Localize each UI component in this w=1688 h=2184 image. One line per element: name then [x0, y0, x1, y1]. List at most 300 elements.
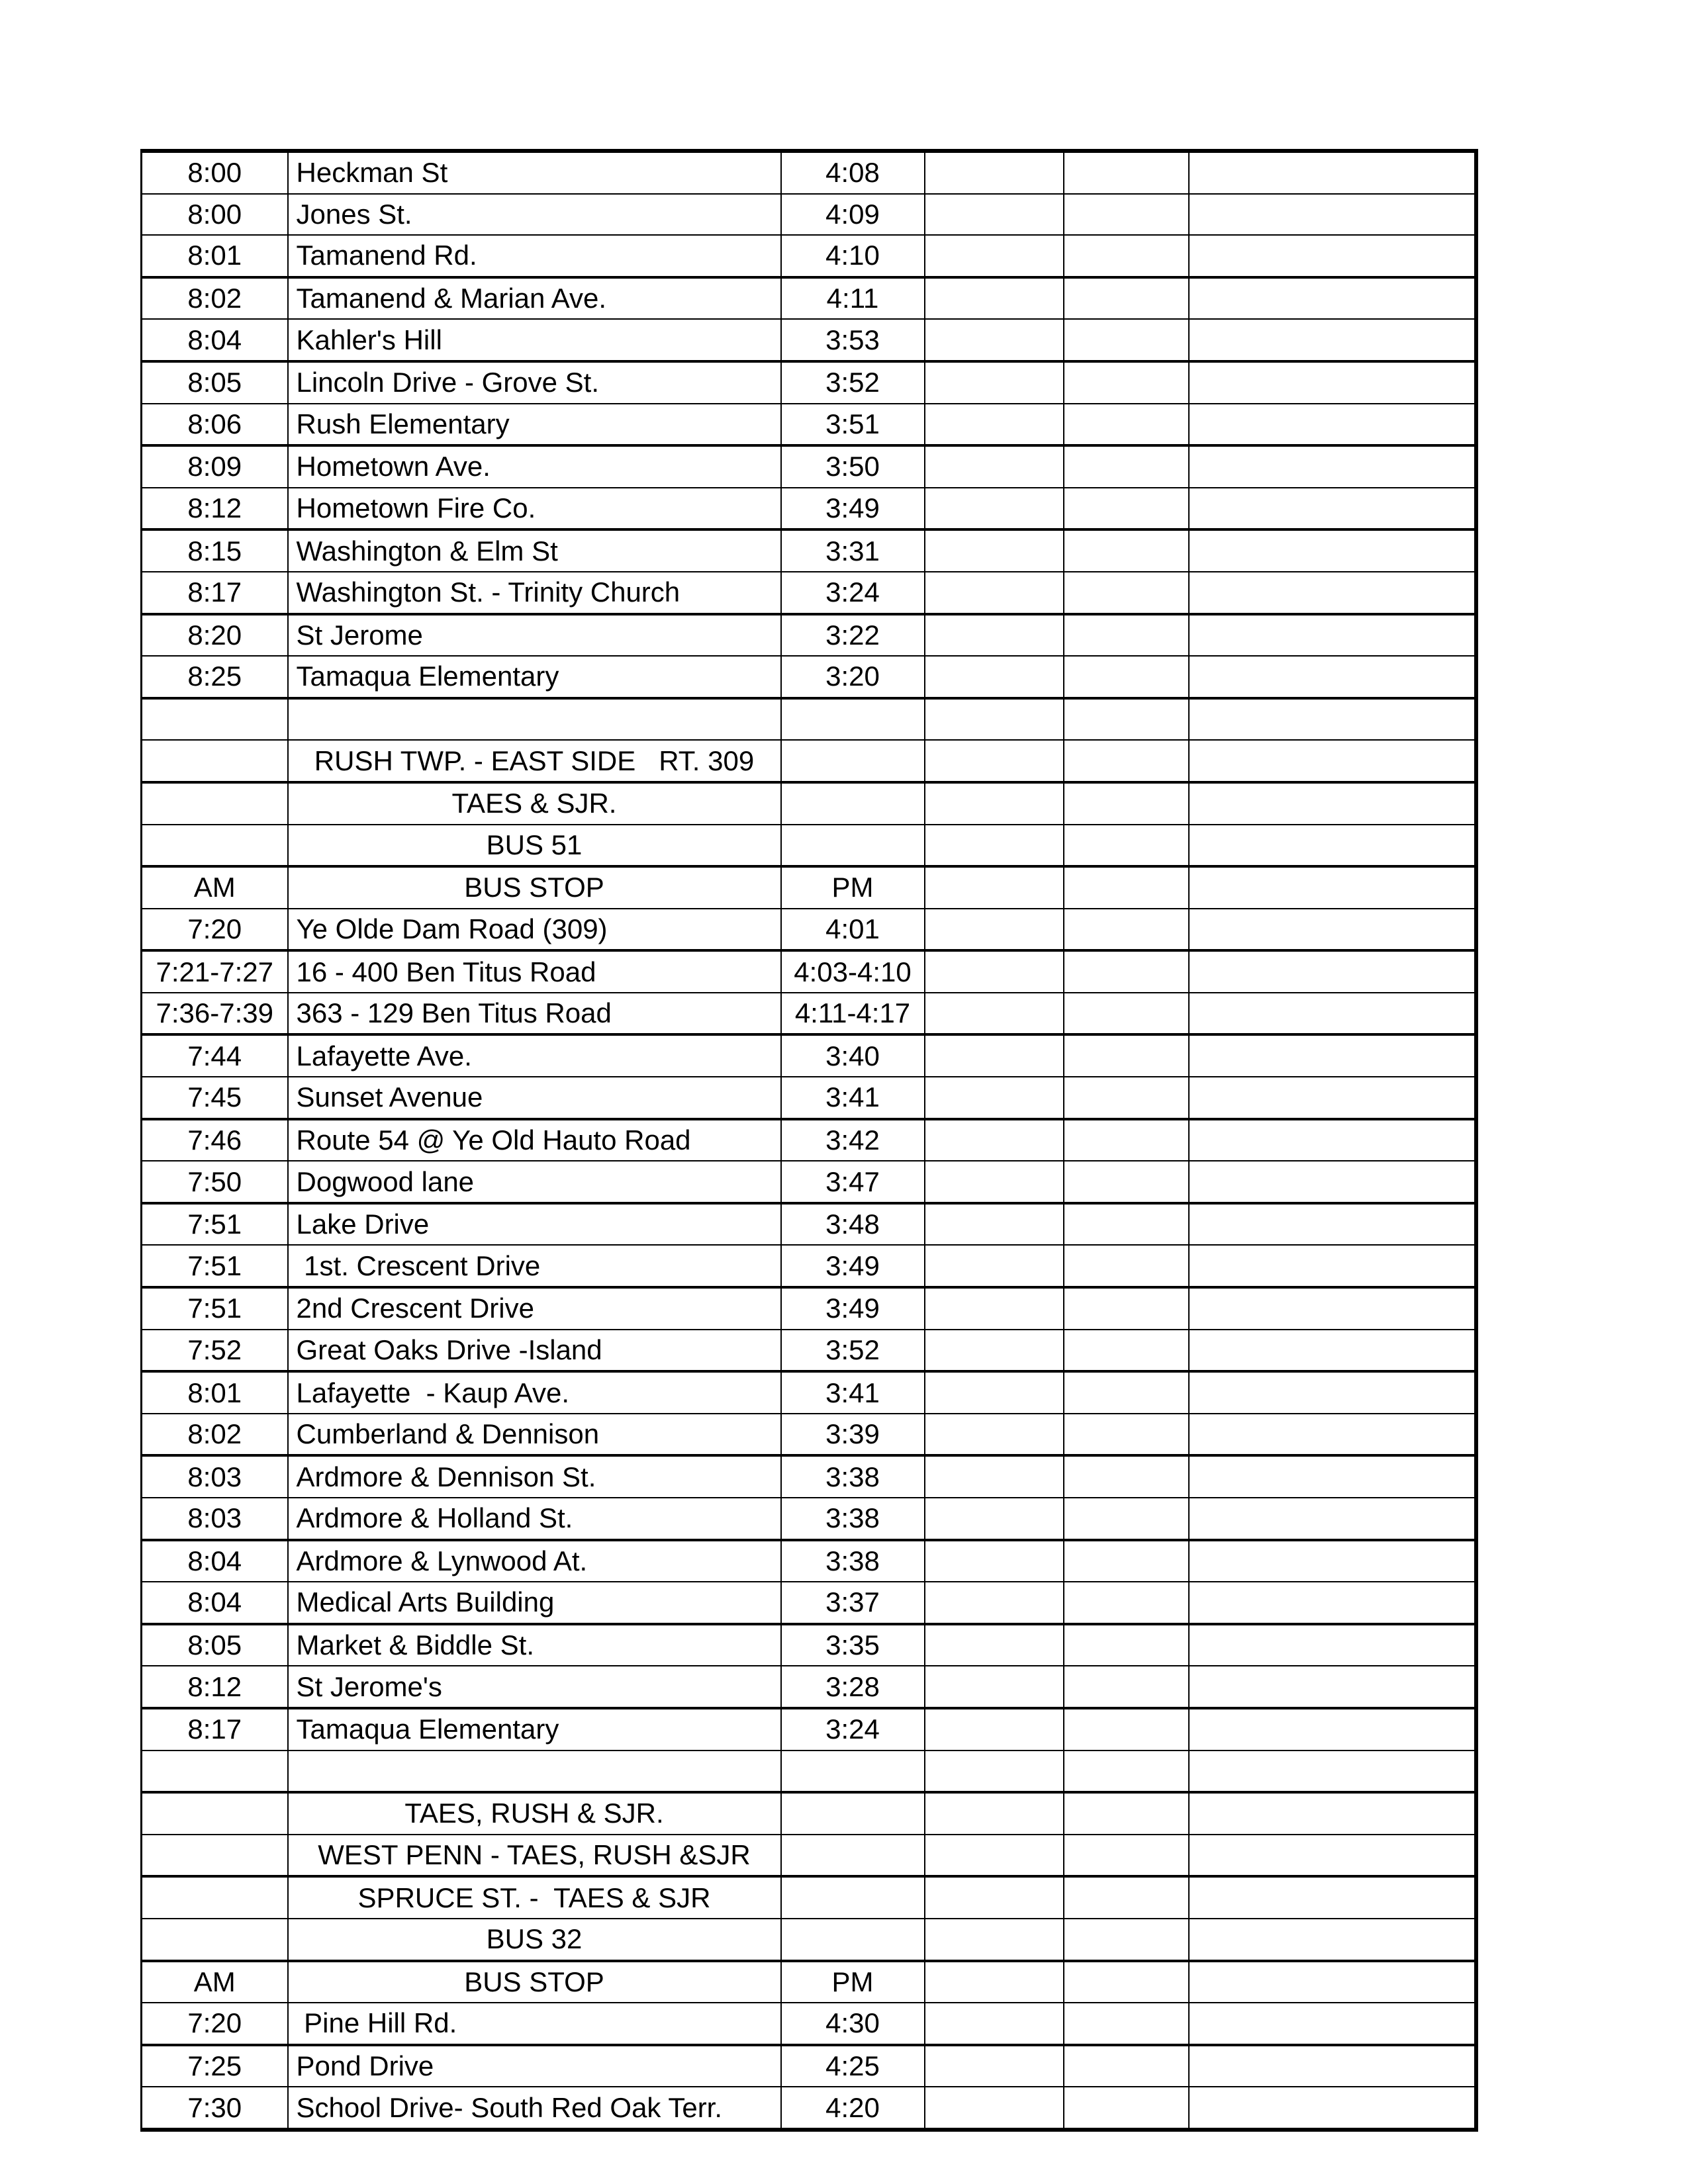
am-time-cell: 8:03: [142, 1455, 288, 1498]
stop-row: [142, 529, 1476, 572]
pm-column-header: PM: [781, 1961, 925, 2003]
empty-cell: [1189, 277, 1476, 320]
pm-time-cell: 3:37: [781, 1582, 925, 1624]
am-time-cell: 7:51: [142, 1245, 288, 1287]
empty-cell: [1189, 1876, 1476, 1919]
title-row: [142, 782, 1476, 825]
empty-cell: [1189, 950, 1476, 993]
empty-cell: [925, 1708, 1064, 1751]
stop-row: [142, 361, 1476, 404]
empty-cell: [925, 2087, 1064, 2130]
empty-cell: [1064, 194, 1189, 236]
empty-cell: [925, 1455, 1064, 1498]
bus-stop-cell: Hometown Fire Co.: [288, 488, 781, 530]
am-time-cell: 8:05: [142, 1624, 288, 1666]
empty-cell: [1064, 740, 1189, 782]
empty-cell: [781, 1751, 925, 1793]
empty-cell: [1064, 1666, 1189, 1708]
empty-cell: [1064, 1835, 1189, 1877]
section-title-cell: WEST PENN - TAES, RUSH &SJR: [288, 1835, 781, 1877]
empty-cell: [142, 740, 288, 782]
empty-cell: [1189, 529, 1476, 572]
empty-cell: [1189, 1751, 1476, 1793]
am-time-cell: 7:52: [142, 1330, 288, 1372]
pm-time-cell: 3:42: [781, 1119, 925, 1161]
bus-stop-cell: Pond Drive: [288, 2045, 781, 2087]
empty-cell: [925, 1330, 1064, 1372]
empty-cell: [1064, 1498, 1189, 1540]
empty-cell: [925, 529, 1064, 572]
empty-cell: [1064, 1161, 1189, 1203]
empty-cell: [1189, 993, 1476, 1035]
empty-cell: [1189, 445, 1476, 488]
empty-cell: [925, 698, 1064, 741]
am-time-cell: 7:50: [142, 1161, 288, 1203]
pm-time-cell: 3:49: [781, 488, 925, 530]
stop-row: [142, 151, 1476, 194]
title-row: [142, 1876, 1476, 1919]
empty-cell: [1189, 825, 1476, 867]
empty-cell: [1064, 1245, 1189, 1287]
empty-cell: [1189, 1624, 1476, 1666]
empty-cell: [1189, 740, 1476, 782]
pm-column-header: PM: [781, 866, 925, 909]
empty-cell: [1189, 1582, 1476, 1624]
empty-cell: [1064, 1414, 1189, 1456]
empty-cell: [1064, 656, 1189, 698]
stop-row: [142, 1161, 1476, 1203]
am-time-cell: 8:04: [142, 1540, 288, 1582]
empty-cell: [925, 1540, 1064, 1582]
pm-time-cell: 3:38: [781, 1455, 925, 1498]
stop-row: [142, 445, 1476, 488]
title-row: [142, 1835, 1476, 1877]
pm-time-cell: 3:52: [781, 361, 925, 404]
am-time-cell: 8:02: [142, 1414, 288, 1456]
pm-time-cell: 4:20: [781, 2087, 925, 2130]
empty-cell: [925, 614, 1064, 657]
am-time-cell: 8:17: [142, 1708, 288, 1751]
am-time-cell: 8:01: [142, 235, 288, 277]
empty-cell: [1189, 698, 1476, 741]
pm-time-cell: 3:20: [781, 656, 925, 698]
empty-cell: [1189, 1077, 1476, 1119]
bus-stop-cell: Hometown Ave.: [288, 445, 781, 488]
bus-stop-cell: Washington St. - Trinity Church: [288, 572, 781, 614]
pm-time-cell: 3:49: [781, 1287, 925, 1330]
empty-cell: [1064, 1330, 1189, 1372]
pm-time-cell: 4:01: [781, 909, 925, 951]
bus-stop-cell: Lake Drive: [288, 1203, 781, 1246]
am-time-cell: 8:12: [142, 1666, 288, 1708]
am-time-cell: 8:09: [142, 445, 288, 488]
bus-stop-cell: 16 - 400 Ben Titus Road: [288, 950, 781, 993]
stop-row: [142, 1498, 1476, 1540]
pm-time-cell: 3:39: [781, 1414, 925, 1456]
empty-cell: [925, 235, 1064, 277]
title-row: [142, 1792, 1476, 1835]
empty-cell: [142, 1751, 288, 1793]
stop-row: [142, 1414, 1476, 1456]
am-time-cell: 7:51: [142, 1203, 288, 1246]
empty-cell: [288, 1751, 781, 1793]
empty-cell: [1064, 1077, 1189, 1119]
bus-stop-cell: Rush Elementary: [288, 404, 781, 446]
empty-cell: [1064, 572, 1189, 614]
stop-row: [142, 319, 1476, 361]
empty-cell: [925, 1245, 1064, 1287]
empty-cell: [925, 866, 1064, 909]
pm-time-cell: 4:11-4:17: [781, 993, 925, 1035]
empty-cell: [925, 1919, 1064, 1961]
empty-cell: [925, 1624, 1064, 1666]
pm-time-cell: 4:25: [781, 2045, 925, 2087]
stop-row: [142, 1582, 1476, 1624]
empty-cell: [781, 1835, 925, 1877]
am-time-cell: 8:05: [142, 361, 288, 404]
am-column-header: AM: [142, 1961, 288, 2003]
am-time-cell: 7:20: [142, 2003, 288, 2045]
empty-cell: [1189, 151, 1476, 194]
empty-cell: [1064, 404, 1189, 446]
pm-time-cell: 3:35: [781, 1624, 925, 1666]
empty-cell: [1189, 1792, 1476, 1835]
empty-cell: [925, 1287, 1064, 1330]
empty-cell: [781, 825, 925, 867]
empty-cell: [1189, 1455, 1476, 1498]
am-time-cell: 8:00: [142, 194, 288, 236]
empty-cell: [1064, 993, 1189, 1035]
pm-time-cell: 3:38: [781, 1498, 925, 1540]
stop-row: [142, 1666, 1476, 1708]
pm-time-cell: 4:03-4:10: [781, 950, 925, 993]
stop-row: [142, 950, 1476, 993]
empty-cell: [1189, 2087, 1476, 2130]
empty-cell: [1189, 1919, 1476, 1961]
bus-stop-cell: Market & Biddle St.: [288, 1624, 781, 1666]
empty-cell: [925, 1414, 1064, 1456]
empty-cell: [925, 740, 1064, 782]
empty-cell: [1064, 1203, 1189, 1246]
empty-cell: [1064, 151, 1189, 194]
section-title-cell: TAES & SJR.: [288, 782, 781, 825]
empty-cell: [1189, 572, 1476, 614]
empty-cell: [1064, 2003, 1189, 2045]
bus-stop-cell: Lafayette - Kaup Ave.: [288, 1371, 781, 1414]
pm-time-cell: 3:41: [781, 1077, 925, 1119]
pm-time-cell: 3:50: [781, 445, 925, 488]
bus-stop-cell: St Jerome: [288, 614, 781, 657]
empty-cell: [925, 2003, 1064, 2045]
stop-row: [142, 1203, 1476, 1246]
stop-row: [142, 2087, 1476, 2130]
empty-cell: [925, 1371, 1064, 1414]
empty-cell: [142, 1876, 288, 1919]
empty-cell: [1189, 1245, 1476, 1287]
empty-cell: [925, 1666, 1064, 1708]
stop-row: [142, 2003, 1476, 2045]
am-time-cell: 7:30: [142, 2087, 288, 2130]
empty-cell: [781, 782, 925, 825]
empty-cell: [1189, 782, 1476, 825]
stop-row: [142, 1371, 1476, 1414]
blank-row: [142, 698, 1476, 741]
stop-row: [142, 488, 1476, 530]
empty-cell: [1064, 277, 1189, 320]
am-time-cell: 8:01: [142, 1371, 288, 1414]
section-title-cell: BUS 51: [288, 825, 781, 867]
bus-stop-cell: Sunset Avenue: [288, 1077, 781, 1119]
empty-cell: [1064, 319, 1189, 361]
empty-cell: [1064, 235, 1189, 277]
title-row: [142, 740, 1476, 782]
empty-cell: [1189, 1371, 1476, 1414]
empty-cell: [142, 1919, 288, 1961]
am-time-cell: 7:46: [142, 1119, 288, 1161]
am-time-cell: 7:36-7:39: [142, 993, 288, 1035]
empty-cell: [1064, 614, 1189, 657]
pm-time-cell: 4:11: [781, 277, 925, 320]
empty-cell: [142, 782, 288, 825]
bus-stop-cell: Kahler's Hill: [288, 319, 781, 361]
empty-cell: [1064, 950, 1189, 993]
empty-cell: [925, 1961, 1064, 2003]
empty-cell: [925, 1751, 1064, 1793]
empty-cell: [1064, 782, 1189, 825]
empty-cell: [925, 151, 1064, 194]
empty-cell: [1189, 2003, 1476, 2045]
empty-cell: [1064, 1961, 1189, 2003]
empty-cell: [1064, 529, 1189, 572]
stop-row: [142, 235, 1476, 277]
pm-time-cell: 3:28: [781, 1666, 925, 1708]
empty-cell: [1064, 825, 1189, 867]
empty-cell: [1189, 909, 1476, 951]
am-time-cell: 8:02: [142, 277, 288, 320]
pm-time-cell: 4:10: [781, 235, 925, 277]
header-row: [142, 866, 1476, 909]
stop-row: [142, 1624, 1476, 1666]
am-time-cell: 8:15: [142, 529, 288, 572]
empty-cell: [142, 1792, 288, 1835]
empty-cell: [925, 277, 1064, 320]
empty-cell: [1064, 488, 1189, 530]
bus-stop-cell: Ardmore & Lynwood At.: [288, 1540, 781, 1582]
bus-stop-cell: Medical Arts Building: [288, 1582, 781, 1624]
pm-time-cell: 4:30: [781, 2003, 925, 2045]
empty-cell: [1064, 1708, 1189, 1751]
empty-cell: [1064, 1624, 1189, 1666]
empty-cell: [1064, 909, 1189, 951]
empty-cell: [1189, 488, 1476, 530]
empty-cell: [781, 1876, 925, 1919]
pm-time-cell: 3:53: [781, 319, 925, 361]
bus-stop-cell: 363 - 129 Ben Titus Road: [288, 993, 781, 1035]
empty-cell: [288, 698, 781, 741]
pm-time-cell: 3:48: [781, 1203, 925, 1246]
bus-stop-cell: Tamanend Rd.: [288, 235, 781, 277]
stop-row: [142, 1330, 1476, 1372]
pm-time-cell: 3:41: [781, 1371, 925, 1414]
am-time-cell: 7:25: [142, 2045, 288, 2087]
empty-cell: [1189, 1119, 1476, 1161]
bus-stop-cell: Jones St.: [288, 194, 781, 236]
pm-time-cell: 3:47: [781, 1161, 925, 1203]
bus-stop-cell: Lincoln Drive - Grove St.: [288, 361, 781, 404]
am-time-cell: 8:04: [142, 1582, 288, 1624]
empty-cell: [1189, 1498, 1476, 1540]
empty-cell: [1064, 1540, 1189, 1582]
stop-row: [142, 909, 1476, 951]
bus-stop-cell: Tamaqua Elementary: [288, 656, 781, 698]
empty-cell: [925, 1582, 1064, 1624]
bus-stop-cell: Cumberland & Dennison: [288, 1414, 781, 1456]
bus-stop-cell: Heckman St: [288, 151, 781, 194]
am-time-cell: 8:00: [142, 151, 288, 194]
stop-row: [142, 1455, 1476, 1498]
pm-time-cell: 3:24: [781, 1708, 925, 1751]
stop-row: [142, 572, 1476, 614]
stop-row: [142, 194, 1476, 236]
empty-cell: [925, 1498, 1064, 1540]
pm-time-cell: 4:08: [781, 151, 925, 194]
am-time-cell: 7:45: [142, 1077, 288, 1119]
stop-row: [142, 1077, 1476, 1119]
empty-cell: [142, 1835, 288, 1877]
empty-cell: [1064, 2045, 1189, 2087]
pm-time-cell: 3:24: [781, 572, 925, 614]
empty-cell: [1064, 2087, 1189, 2130]
empty-cell: [1064, 866, 1189, 909]
empty-cell: [1189, 1666, 1476, 1708]
am-time-cell: 8:12: [142, 488, 288, 530]
section-title-cell: TAES, RUSH & SJR.: [288, 1792, 781, 1835]
empty-cell: [1189, 1203, 1476, 1246]
empty-cell: [925, 782, 1064, 825]
empty-cell: [925, 950, 1064, 993]
bus-stop-cell: 2nd Crescent Drive: [288, 1287, 781, 1330]
empty-cell: [781, 740, 925, 782]
empty-cell: [1189, 361, 1476, 404]
bus-stop-cell: Washington & Elm St: [288, 529, 781, 572]
empty-cell: [1064, 1919, 1189, 1961]
am-time-cell: 8:04: [142, 319, 288, 361]
title-row: [142, 1919, 1476, 1961]
empty-cell: [1064, 1287, 1189, 1330]
bus-stop-cell: Tamanend & Marian Ave.: [288, 277, 781, 320]
bus-stop-cell: Tamaqua Elementary: [288, 1708, 781, 1751]
empty-cell: [925, 1119, 1064, 1161]
header-row: [142, 1961, 1476, 2003]
empty-cell: [1064, 1792, 1189, 1835]
empty-cell: [142, 698, 288, 741]
empty-cell: [781, 698, 925, 741]
empty-cell: [925, 1792, 1064, 1835]
empty-cell: [1064, 698, 1189, 741]
pm-time-cell: 3:22: [781, 614, 925, 657]
empty-cell: [1064, 1751, 1189, 1793]
bus-stop-cell: Route 54 @ Ye Old Hauto Road: [288, 1119, 781, 1161]
pm-time-cell: 3:49: [781, 1245, 925, 1287]
am-time-cell: 7:51: [142, 1287, 288, 1330]
empty-cell: [925, 1161, 1064, 1203]
bus-stop-cell: 1st. Crescent Drive: [288, 1245, 781, 1287]
empty-cell: [1189, 1034, 1476, 1077]
empty-cell: [1189, 866, 1476, 909]
bus-stop-column-header: BUS STOP: [288, 1961, 781, 2003]
empty-cell: [1189, 404, 1476, 446]
empty-cell: [925, 319, 1064, 361]
am-column-header: AM: [142, 866, 288, 909]
title-row: [142, 825, 1476, 867]
bus-stop-cell: Ardmore & Dennison St.: [288, 1455, 781, 1498]
bus-stop-cell: Great Oaks Drive -Island: [288, 1330, 781, 1372]
empty-cell: [925, 194, 1064, 236]
empty-cell: [1189, 1835, 1476, 1877]
empty-cell: [925, 404, 1064, 446]
bus-stop-cell: Ardmore & Holland St.: [288, 1498, 781, 1540]
empty-cell: [1189, 194, 1476, 236]
stop-row: [142, 1034, 1476, 1077]
stop-row: [142, 993, 1476, 1035]
stop-row: [142, 1708, 1476, 1751]
empty-cell: [925, 445, 1064, 488]
section-title-cell: RUSH TWP. - EAST SIDE RT. 309: [288, 740, 781, 782]
empty-cell: [1189, 1287, 1476, 1330]
bus-stop-cell: Dogwood lane: [288, 1161, 781, 1203]
bus-stop-cell: School Drive- South Red Oak Terr.: [288, 2087, 781, 2130]
empty-cell: [1189, 1330, 1476, 1372]
stop-row: [142, 614, 1476, 657]
empty-cell: [925, 361, 1064, 404]
empty-cell: [925, 2045, 1064, 2087]
am-time-cell: 7:44: [142, 1034, 288, 1077]
stop-row: [142, 404, 1476, 446]
pm-time-cell: 3:52: [781, 1330, 925, 1372]
stop-row: [142, 1245, 1476, 1287]
stop-row: [142, 2045, 1476, 2087]
am-time-cell: 7:20: [142, 909, 288, 951]
empty-cell: [1064, 1455, 1189, 1498]
empty-cell: [1064, 1876, 1189, 1919]
stop-row: [142, 1287, 1476, 1330]
am-time-cell: 8:25: [142, 656, 288, 698]
empty-cell: [925, 1835, 1064, 1877]
bus-stop-column-header: BUS STOP: [288, 866, 781, 909]
bus-stop-cell: Pine Hill Rd.: [288, 2003, 781, 2045]
empty-cell: [1189, 656, 1476, 698]
empty-cell: [1189, 235, 1476, 277]
am-time-cell: 7:21-7:27: [142, 950, 288, 993]
empty-cell: [1064, 1034, 1189, 1077]
empty-cell: [781, 1919, 925, 1961]
am-time-cell: 8:20: [142, 614, 288, 657]
empty-cell: [925, 1876, 1064, 1919]
empty-cell: [1064, 1119, 1189, 1161]
empty-cell: [925, 909, 1064, 951]
pm-time-cell: 4:09: [781, 194, 925, 236]
pm-time-cell: 3:31: [781, 529, 925, 572]
empty-cell: [1189, 614, 1476, 657]
empty-cell: [1064, 1582, 1189, 1624]
bus-stop-cell: St Jerome's: [288, 1666, 781, 1708]
empty-cell: [925, 572, 1064, 614]
empty-cell: [925, 488, 1064, 530]
stop-row: [142, 1119, 1476, 1161]
stop-row: [142, 656, 1476, 698]
empty-cell: [925, 1077, 1064, 1119]
empty-cell: [1064, 1371, 1189, 1414]
